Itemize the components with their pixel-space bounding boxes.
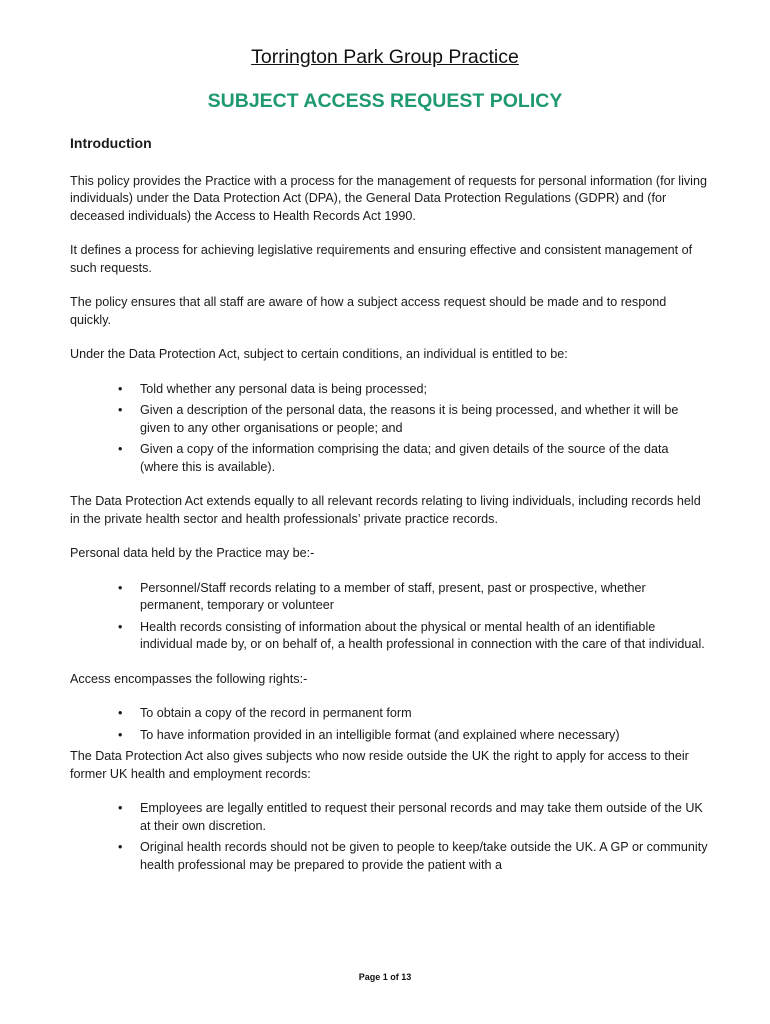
paragraph: The Data Protection Act also gives subjects who now reside outside the UK the right to apply for access to their former UK health and employment records: — [70, 749, 689, 781]
list-item: • Told whether any personal data is being processed; — [140, 381, 710, 399]
paragraph: Access encompasses the following rights:- — [70, 671, 308, 686]
list-item: • To obtain a copy of the record in permanent form — [140, 705, 710, 723]
list-item: • Personnel/Staff records relating to a member of staff, present, past or prospective, whether permanent, temporary or volunteer — [140, 580, 710, 615]
paragraph: The Data Protection Act extends equally to all relevant records relating to living individuals, including records held in the private health sector and health professionals’ private practice records. — [70, 494, 701, 526]
entitlements-list — [70, 381, 710, 477]
document-body — [70, 135, 710, 891]
paragraph: Personal data held by the Practice may be:- — [70, 546, 315, 560]
practice-name: Torrington Park Group Practice — [251, 46, 519, 68]
paragraph: Under the Data Protection Act, subject to certain conditions, an individual is entitled to be: — [70, 347, 568, 361]
list-item: • Employees are legally entitled to request their personal records and may take them outside of the UK at their own discretion. — [140, 800, 710, 835]
list-item: • Health records consisting of information about the physical or mental health of an identifiable individual made by, or on behalf of, a health professional in connection with the care of that individual. — [140, 619, 710, 654]
list-item: • Given a description of the personal data, the reasons it is being processed, and whether it will be given to any other organisations or people; and — [140, 402, 710, 437]
page-title: SUBJECT ACCESS REQUEST POLICY — [207, 90, 563, 112]
rights-list — [70, 705, 710, 744]
overseas-list — [70, 800, 710, 874]
section-heading-introduction: Introduction — [70, 135, 152, 151]
page-number: Page 1 of 13 — [358, 972, 412, 982]
paragraph: The policy ensures that all staff are aware of how a subject access request should be made and to respond quickly. — [70, 295, 667, 327]
list-item: • Given a copy of the information comprising the data; and given details of the source of the data (where this is available). — [140, 441, 710, 476]
paragraph: It defines a process for achieving legislative requirements and ensuring effective and consistent management of such requests. — [70, 243, 693, 275]
list-item: • To have information provided in an intelligible format (and explained where necessary) — [140, 727, 710, 745]
list-item: • Original health records should not be given to people to keep/take outside the UK. A GP or community health professional may be prepared to provide the patient with a — [140, 839, 710, 874]
data-types-list — [70, 580, 710, 654]
paragraph: This policy provides the Practice with a process for the management of requests for personal information (for living individuals) under the Data Protection Act (DPA), the General Data Protection Regulations (GDPR) and (for deceased individuals) the Access to Health Records Act 1990. — [70, 173, 707, 223]
